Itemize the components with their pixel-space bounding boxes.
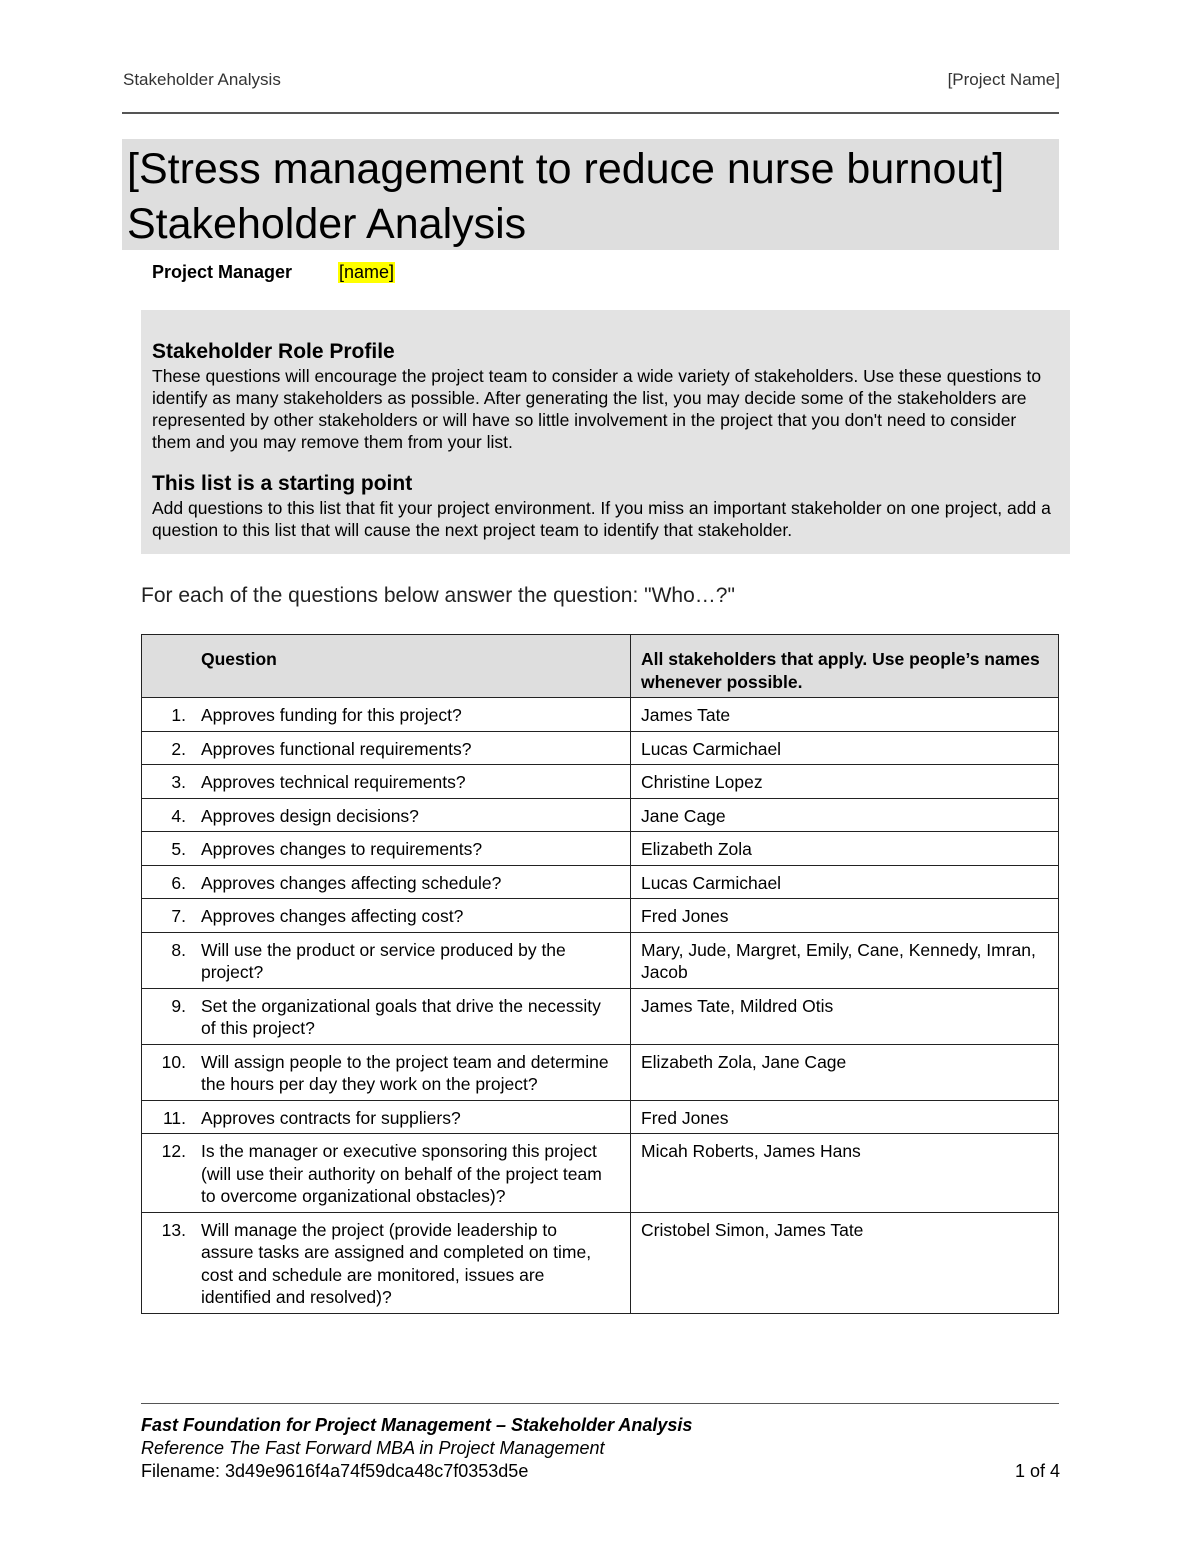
table-row (142, 698, 1059, 732)
question-number: 4. (171, 805, 186, 826)
question-text: Approves changes affecting cost? (201, 906, 464, 926)
table-row (142, 1044, 1059, 1100)
stakeholder-answer-cell[interactable]: Lucas Carmichael (631, 731, 1059, 765)
stakeholder-answer-cell[interactable]: Fred Jones (631, 1100, 1059, 1134)
header-divider (122, 112, 1059, 114)
footer-filename: Filename: 3d49e9616f4a74f59dca48c7f0353d5e (141, 1461, 529, 1481)
question-cell (142, 731, 631, 765)
footer-reference: Reference The Fast Forward MBA in Project Management (141, 1438, 605, 1458)
table-row (142, 1134, 1059, 1213)
starting-point-text: Add questions to this list that fit your project environment. If you miss an important stakeholder on one project, add a question to this list that will cause the next project team to identify that stakeholder. (152, 498, 1051, 540)
question-cell (142, 698, 631, 732)
starting-point-heading: This list is a starting point (152, 472, 413, 495)
stakeholder-answer-cell[interactable]: James Tate (631, 698, 1059, 732)
stakeholder-answer-cell[interactable]: Elizabeth Zola (631, 832, 1059, 866)
stakeholder-answer-cell[interactable]: Christine Lopez (631, 765, 1059, 799)
question-text: Approves changes affecting schedule? (201, 872, 502, 893)
profile-heading: Stakeholder Role Profile (152, 340, 395, 363)
question-number: 10. (161, 1051, 186, 1072)
question-number: 5. (171, 839, 186, 859)
question-text: Approves functional requirements? (201, 738, 472, 759)
question-text: Approves funding for this project? (201, 705, 462, 725)
question-number: 6. (171, 872, 186, 893)
stakeholder-table (141, 634, 1059, 1314)
question-number: 7. (171, 906, 186, 926)
question-number: 9. (171, 995, 186, 1016)
question-text: Approves contracts for suppliers? (201, 1107, 461, 1128)
question-cell (142, 988, 631, 1044)
stakeholder-answer-cell[interactable]: Elizabeth Zola, Jane Cage (631, 1044, 1059, 1100)
page-title: [Stress management to reduce nurse burnout] Stakeholder Analysis (127, 145, 1005, 248)
question-text: Set the organizational goals that drive the necessity of this project? (201, 995, 601, 1038)
question-number: 13. (161, 1219, 186, 1240)
question-number: 3. (171, 772, 186, 792)
question-cell (142, 765, 631, 799)
stakeholder-answer-cell[interactable]: Fred Jones (631, 899, 1059, 933)
table-row (142, 1212, 1059, 1313)
header-doc-title: Stakeholder Analysis (123, 70, 281, 89)
stakeholder-profile-box (141, 310, 1070, 554)
profile-text: These questions will encourage the project team to consider a wide variety of stakeholders. Use these questions to identify as many stakeholders as possible. After generating the list, you may decide some of the stakeholders are represented by other stakeholders or will have so little involvement in the project that you don't need to consider them and you may remove them from your list. (152, 366, 1042, 452)
table-row (142, 1100, 1059, 1134)
project-manager-value: [name] (339, 262, 395, 282)
table-row (142, 932, 1059, 988)
table-header-row (142, 635, 1059, 698)
stakeholder-answer-cell[interactable]: Jane Cage (631, 798, 1059, 832)
project-manager-label: Project Manager (152, 262, 293, 282)
table-row (142, 731, 1059, 765)
question-number: 2. (171, 738, 186, 759)
stakeholder-answer-cell[interactable]: Cristobel Simon, James Tate (631, 1212, 1059, 1313)
question-text: Is the manager or executive sponsoring this project (will use their authority on behalf of the project team to overcome organizational obstacles)? (201, 1141, 602, 1206)
table-row (142, 988, 1059, 1044)
question-cell (142, 899, 631, 933)
page-number: 1 of 4 (1014, 1461, 1060, 1481)
question-number: 11. (162, 1107, 186, 1128)
question-text: Will use the product or service produced by the project? (201, 939, 566, 982)
header-project-name: [Project Name] (947, 70, 1060, 89)
question-column-header: Question (142, 635, 631, 698)
question-text: Will assign people to the project team and determine the hours per day they work on the project? (201, 1051, 609, 1094)
table-row (142, 798, 1059, 832)
question-cell (142, 1100, 631, 1134)
footer-title: Fast Foundation for Project Management – Stakeholder Analysis (141, 1415, 693, 1435)
question-cell (142, 1044, 631, 1100)
table-row (142, 765, 1059, 799)
question-cell (142, 932, 631, 988)
question-cell (142, 798, 631, 832)
table-row (142, 865, 1059, 899)
stakeholder-answer-cell[interactable]: Lucas Carmichael (631, 865, 1059, 899)
table-intro: For each of the questions below answer the question: "Who…?" (141, 584, 735, 607)
question-text: Will manage the project (provide leadership to assure tasks are assigned and completed on time, cost and schedule are monitored, issues are identified and resolved)? (201, 1219, 592, 1307)
question-number: 8. (171, 939, 186, 960)
footer-divider (141, 1403, 1059, 1404)
question-text: Approves technical requirements? (201, 772, 466, 792)
question-cell (142, 832, 631, 866)
stakeholder-answer-cell[interactable]: James Tate, Mildred Otis (631, 988, 1059, 1044)
stakeholder-answer-cell[interactable]: Micah Roberts, James Hans (631, 1134, 1059, 1213)
question-cell (142, 1212, 631, 1313)
title-banner (122, 139, 1059, 250)
table-row (142, 832, 1059, 866)
question-cell (142, 865, 631, 899)
question-text: Approves changes to requirements? (201, 839, 483, 859)
stakeholder-answer-cell[interactable]: Mary, Jude, Margret, Emily, Cane, Kennedy, Imran, Jacob (631, 932, 1059, 988)
stakeholders-column-header: All stakeholders that apply. Use people’s names whenever possible. (631, 635, 1059, 698)
question-cell (142, 1134, 631, 1213)
question-text: Approves design decisions? (201, 805, 419, 826)
question-number: 1. (171, 705, 186, 725)
question-number: 12. (161, 1141, 186, 1161)
table-row (142, 899, 1059, 933)
